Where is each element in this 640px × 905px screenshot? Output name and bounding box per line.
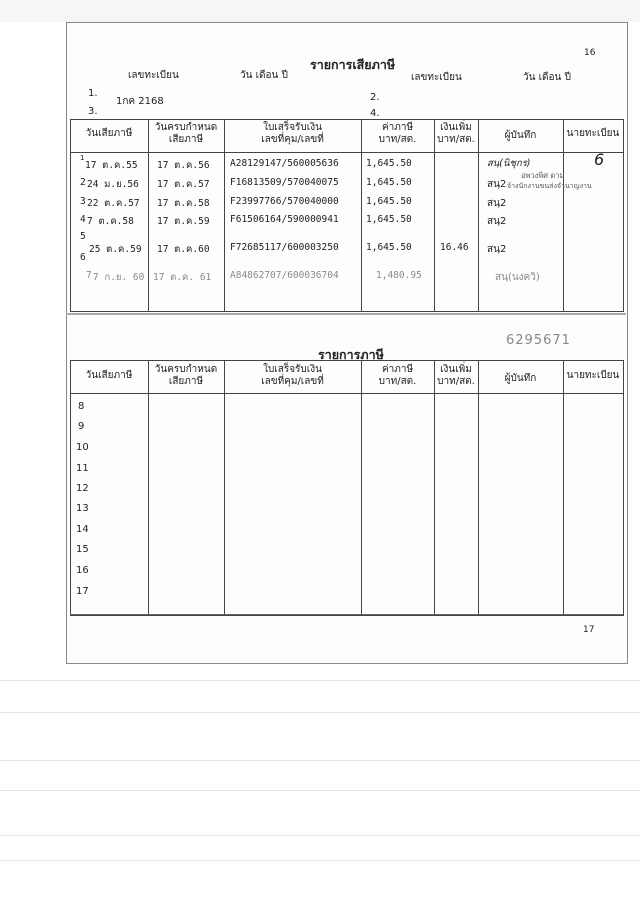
table-body-cell	[564, 394, 624, 616]
page-number-top: 16	[584, 48, 596, 58]
cell-receipt: F72685117/600003250	[230, 242, 339, 253]
cell-due-date: 17 ต.ค.60	[157, 244, 210, 255]
row-number: 1	[80, 154, 85, 162]
cell-registrar-signature: 6	[594, 150, 605, 169]
cell-tax: 1,645.50	[366, 177, 412, 188]
cell-receipt: F23997766/570040000	[230, 196, 339, 207]
row-number: 5	[80, 231, 86, 242]
registration-header-right: เลขทะเบียน	[411, 72, 462, 83]
header-surcharge: เงินเพิ่ม บาท/สต.	[437, 364, 475, 387]
cell-due-date: 17 ต.ค.59	[157, 216, 210, 227]
section-title-tax-list: รายการภาษี	[318, 347, 384, 362]
row-number: 2	[80, 177, 86, 188]
header-registrar: นายทะเบียน	[566, 370, 620, 381]
row-number: 11	[76, 463, 89, 474]
table-body-cell	[564, 153, 624, 312]
header-due-date: วันครบกำหนด เสียภาษี	[154, 122, 218, 145]
registration-no-2: 2.	[370, 92, 380, 103]
table-body-cell	[435, 394, 479, 616]
header-due-date: วันครบกำหนด เสียภาษี	[154, 364, 218, 387]
cell-due-date: 17 ต.ค. 61	[153, 272, 212, 283]
cell-receipt: A28129147/560005636	[230, 158, 339, 169]
cell-tax: 1,645.50	[366, 196, 412, 207]
page-fold	[66, 313, 626, 315]
registration-no-4: 4.	[370, 108, 380, 119]
background-line	[0, 790, 640, 791]
header-registrar: นายทะเบียน	[566, 128, 620, 139]
background-line	[0, 712, 640, 713]
cell-recorder: สนฺ(นงควิ)	[495, 272, 540, 283]
background-line	[0, 760, 640, 761]
cell-recorder: สนฺ2	[487, 244, 507, 255]
cell-recorder: สนฺ(นิชุกร)	[487, 158, 531, 169]
top-margin	[0, 0, 640, 22]
header-recorder: ผู้บันทึก	[504, 373, 537, 384]
cell-surcharge: 16.46	[440, 242, 469, 253]
cell-recorder: สนฺ2	[487, 216, 507, 227]
registration-no-3: 3.	[88, 106, 98, 117]
header-surcharge: เงินเพิ่ม บาท/สต.	[437, 122, 475, 145]
cell-recorder: สนฺ2	[487, 198, 507, 209]
row-number: 6	[80, 252, 86, 263]
cell-payment-date: 17 ต.ค.55	[85, 160, 138, 171]
row-number: 10	[76, 442, 89, 453]
row-number: 9	[78, 421, 85, 432]
table-body-cell	[225, 394, 362, 616]
header-receipt: ใบเสร็จรับเงิน เลขที่คุม/เลขที่	[261, 364, 324, 387]
header-tax-amount: ค่าภาษี บาท/สต.	[378, 364, 417, 387]
row-number: 3	[80, 196, 86, 207]
cell-payment-date: 22 ต.ค.57	[87, 198, 140, 209]
header-receipt: ใบเสร็จรับเงิน เลขที่คุม/เลขที่	[261, 122, 324, 145]
header-tax-amount: ค่าภาษี บาท/สต.	[378, 122, 417, 145]
table-body-cell	[362, 394, 435, 616]
date-header-left: วัน เดือน ปี	[240, 70, 288, 81]
cell-due-date: 17 ต.ค.57	[157, 179, 210, 190]
registration-value-1: 1กค 2168	[116, 96, 164, 107]
table-body-cell	[479, 394, 564, 616]
date-header-right: วัน เดือน ปี	[523, 72, 571, 83]
header-recorder: ผู้บันทึก	[504, 130, 537, 141]
row-number: 17	[76, 586, 89, 597]
table-body-cell	[435, 153, 479, 312]
cell-tax: 1,645.50	[366, 242, 412, 253]
cell-recorder: สนฺ2	[487, 179, 507, 190]
row-number: 13	[76, 503, 89, 514]
background-line	[0, 680, 640, 681]
page-number-bottom: 17	[583, 625, 595, 635]
cell-tax: 1,480.95	[376, 270, 422, 281]
registration-header-left: เลขทะเบียน	[128, 70, 179, 81]
cell-receipt: F16813509/570040075	[230, 177, 339, 188]
section-title-tax-payment: รายการเสียภาษี	[310, 57, 396, 72]
cell-due-date: 17 ต.ค.58	[157, 198, 210, 209]
header-payment-date: วันเสียภาษี	[85, 370, 133, 381]
row-number: 8	[78, 401, 85, 412]
registration-no-1: 1.	[88, 88, 98, 99]
row-number: 15	[76, 544, 89, 555]
row-number: 7	[86, 270, 92, 281]
row-number: 14	[76, 524, 89, 535]
row-number: 16	[76, 565, 89, 576]
background-line	[0, 860, 640, 861]
cell-receipt: A84862707/600036704	[230, 270, 339, 281]
background-line	[0, 835, 640, 836]
row-number: 12	[76, 483, 89, 494]
table-bottom-rule	[70, 614, 623, 615]
tax-list-table	[70, 360, 624, 616]
serial-fragment: 6295671	[506, 333, 571, 348]
stamp-line: จ้างนักงานขนส่งจำนาญงาน	[507, 182, 592, 190]
header-payment-date: วันเสียภาษี	[85, 128, 133, 139]
cell-tax: 1,645.50	[366, 214, 412, 225]
row-number: 4	[80, 214, 86, 225]
cell-payment-date: 24 ม.ย.56	[87, 179, 139, 190]
stamp-line: อพวงพิศ ดาม	[521, 171, 565, 180]
cell-payment-date: 7 ต.ค.58	[87, 216, 134, 227]
cell-receipt: F61506164/590000941	[230, 214, 339, 225]
cell-due-date: 17 ต.ค.56	[157, 160, 210, 171]
table-body-cell	[149, 394, 225, 616]
cell-payment-date: 7 ก.ย. 60	[93, 272, 145, 283]
cell-tax: 1,645.50	[366, 158, 412, 169]
cell-payment-date: 25 ต.ค.59	[89, 244, 142, 255]
